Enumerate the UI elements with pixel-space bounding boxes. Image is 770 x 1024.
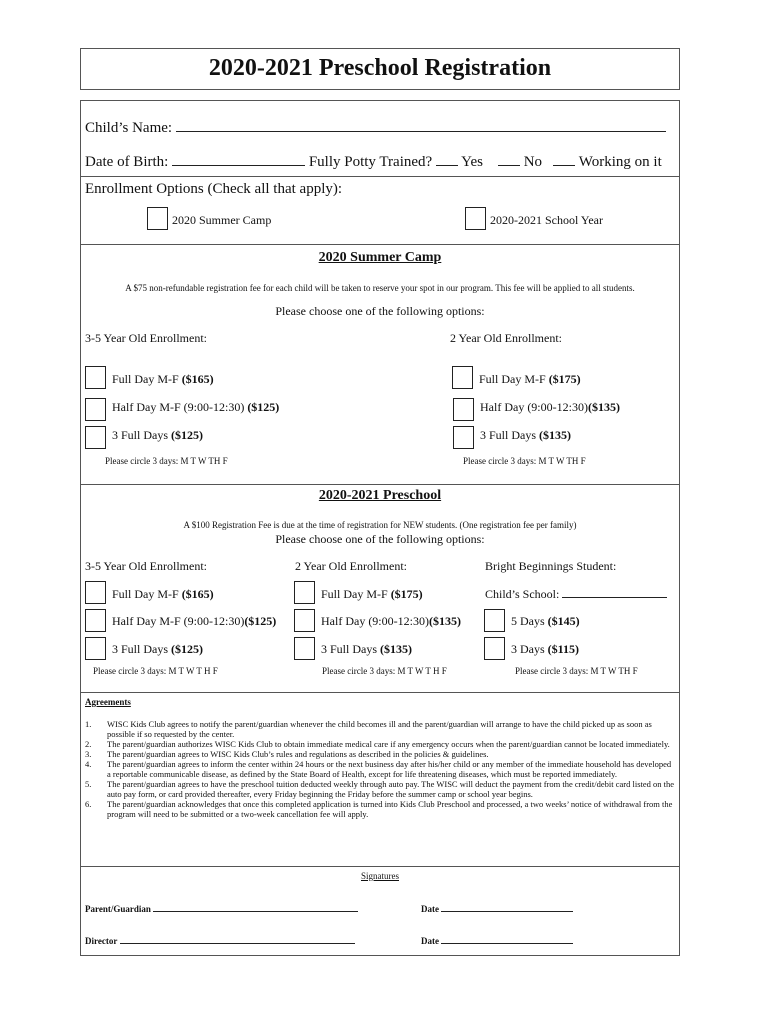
pre-2yr-3day-option: 3 Full Days ($135) [321, 642, 413, 656]
potty-working-field[interactable] [553, 165, 575, 166]
director-date-label: Date [421, 936, 439, 946]
page-title: 2020-2021 Preschool Registration [80, 48, 680, 90]
pre-2yr-half-checkbox[interactable] [294, 609, 315, 632]
agreement-item: 1. WISC Kids Club agrees to notify the parent/guardian whenever the child becomes ill and the parent/guardian will arrange to have the child picked up as soon as possible if so requested by the center. [85, 719, 652, 739]
agreement-item: 6. The parent/guardian acknowledges that once this completed application is turned into Kids Club Preschool and processed, a two weeks’ notice of withdrawal from the program will need to be submitted or a two-week cancellation fee will apply. [85, 799, 673, 819]
pre-col2-circle-days: Please circle 3 days: M T W T H F [322, 666, 447, 676]
summer-2yr-full-option: Full Day M-F ($175) [479, 372, 581, 386]
agreement-item: 4. The parent/guardian agrees to inform the center within 24 hours or the next business day after his/her child or any member of the immediate household has developed a reportable communicable disease, as defined by the State Board of Health, except for life threatening diseases, which must be reported immediately. [85, 759, 672, 779]
pre-35-full-option: Full Day M-F ($165) [112, 587, 214, 601]
director-signature-row [85, 936, 355, 946]
pre-35-3day-checkbox[interactable] [85, 637, 106, 660]
pre-2yr-full-checkbox[interactable] [294, 581, 315, 604]
summer-col2-circle-days: Please circle 3 days: M T W TH F [463, 456, 586, 466]
pre-2yr-3day-checkbox[interactable] [294, 637, 315, 660]
summer-camp-checkbox[interactable] [147, 207, 168, 230]
summer-camp-label: 2020 Summer Camp [172, 213, 272, 227]
dob-potty-row [85, 154, 662, 171]
summer-col1-circle-days: Please circle 3 days: M T W TH F [105, 456, 228, 466]
summer-35-half-option: Half Day M-F (9:00-12:30) ($125) [112, 400, 280, 414]
summer-2yr-3day-checkbox[interactable] [453, 426, 474, 449]
potty-yes-field[interactable] [436, 165, 458, 166]
summer-35-full-checkbox[interactable] [85, 366, 106, 389]
school-year-checkbox[interactable] [465, 207, 486, 230]
parent-signature-label: Parent/Guardian [85, 904, 151, 914]
summer-2yr-half-checkbox[interactable] [453, 398, 474, 421]
divider [80, 866, 680, 867]
director-signature-field[interactable] [120, 943, 355, 944]
parent-date-row [421, 904, 573, 914]
divider [80, 244, 680, 245]
divider [80, 692, 680, 693]
summer-heading: 2020 Summer Camp [318, 250, 442, 265]
summer-35-full-option: Full Day M-F ($165) [112, 372, 214, 386]
potty-no-field[interactable] [498, 165, 520, 166]
preschool-heading: 2020-2021 Preschool [318, 488, 442, 503]
pre-col1-circle-days: Please circle 3 days: M T W T H F [93, 666, 218, 676]
child-name-row [85, 120, 666, 137]
agreement-item: 2. The parent/guardian authorizes WISC Kids Club to obtain immediate medical care if any emergency occurs when the parent/guardian cannot be located immediately. [85, 739, 670, 749]
potty-working-label: Working on it [578, 154, 662, 170]
summer-2yr-full-checkbox[interactable] [452, 366, 473, 389]
bb-3day-checkbox[interactable] [484, 637, 505, 660]
childs-school-label: Child’s School: [485, 587, 560, 601]
preschool-col3-heading: Bright Beginnings Student: [485, 559, 617, 573]
parent-date-field[interactable] [441, 911, 573, 912]
signatures-heading: Signatures [361, 871, 399, 881]
summer-35-half-checkbox[interactable] [85, 398, 106, 421]
agreements-heading: Agreements [85, 697, 131, 707]
summer-2yr-3day-option: 3 Full Days ($135) [480, 428, 572, 442]
preschool-fee-note: A $100 Registration Fee is due at the time of registration for NEW students. (One registration fee per family) [183, 520, 577, 530]
divider [80, 484, 680, 485]
bb-3day-option: 3 Days ($115) [511, 642, 580, 656]
childs-school-row [485, 587, 667, 602]
divider [80, 176, 680, 177]
bb-5day-checkbox[interactable] [484, 609, 505, 632]
director-date-field[interactable] [441, 943, 573, 944]
childs-school-field[interactable] [562, 597, 667, 598]
director-date-row [421, 936, 573, 946]
summer-fee-note: A $75 non-refundable registration fee for each child will be taken to reserve your spot in our program. This fee will be applied to all students. [125, 283, 635, 293]
parent-signature-field[interactable] [153, 911, 358, 912]
preschool-col1-heading: 3-5 Year Old Enrollment: [85, 559, 207, 573]
potty-no-label: No [523, 154, 543, 170]
director-signature-label: Director [85, 936, 118, 946]
potty-label: Fully Potty Trained? [308, 154, 433, 170]
agreement-item: 3. The parent/guardian agrees to WISC Kids Club’s rules and regulations as described in the policies & guidelines. [85, 749, 489, 759]
pre-2yr-full-option: Full Day M-F ($175) [321, 587, 423, 601]
preschool-col2-heading: 2 Year Old Enrollment: [295, 559, 407, 573]
child-name-label: Child’s Name: [85, 120, 173, 136]
summer-35-3day-checkbox[interactable] [85, 426, 106, 449]
pre-2yr-half-option: Half Day (9:00-12:30)($135) [321, 614, 461, 628]
summer-2yr-half-option: Half Day (9:00-12:30)($135) [480, 400, 620, 414]
dob-label: Date of Birth: [85, 154, 169, 170]
summer-col1-heading: 3-5 Year Old Enrollment: [85, 331, 207, 345]
dob-field[interactable] [172, 165, 305, 166]
summer-choose: Please choose one of the following options: [275, 304, 485, 318]
child-name-field[interactable] [176, 131, 666, 132]
parent-date-label: Date [421, 904, 439, 914]
agreements-list [85, 719, 675, 819]
school-year-label: 2020-2021 School Year [490, 213, 603, 227]
parent-signature-row [85, 904, 358, 914]
pre-35-3day-option: 3 Full Days ($125) [112, 642, 204, 656]
pre-35-half-checkbox[interactable] [85, 609, 106, 632]
preschool-choose: Please choose one of the following options: [275, 532, 485, 546]
bb-5day-option: 5 Days ($145) [511, 614, 580, 628]
summer-col2-heading: 2 Year Old Enrollment: [450, 331, 562, 345]
enrollment-heading: Enrollment Options (Check all that apply): [85, 181, 343, 197]
pre-35-half-option: Half Day M-F (9:00-12:30)($125) [112, 614, 277, 628]
potty-yes-label: Yes [461, 154, 483, 170]
summer-35-3day-option: 3 Full Days ($125) [112, 428, 204, 442]
pre-col3-circle-days: Please circle 3 days: M T W TH F [515, 666, 638, 676]
agreement-item: 5. The parent/guardian agrees to have the preschool tuition deducted weekly through auto pay. The WISC will deduct the payment from the credit/debit card listed on the auto pay form, or card provided thereafter, every Friday beginning the Friday before the summer camp or school year begins. [85, 779, 675, 799]
pre-35-full-checkbox[interactable] [85, 581, 106, 604]
